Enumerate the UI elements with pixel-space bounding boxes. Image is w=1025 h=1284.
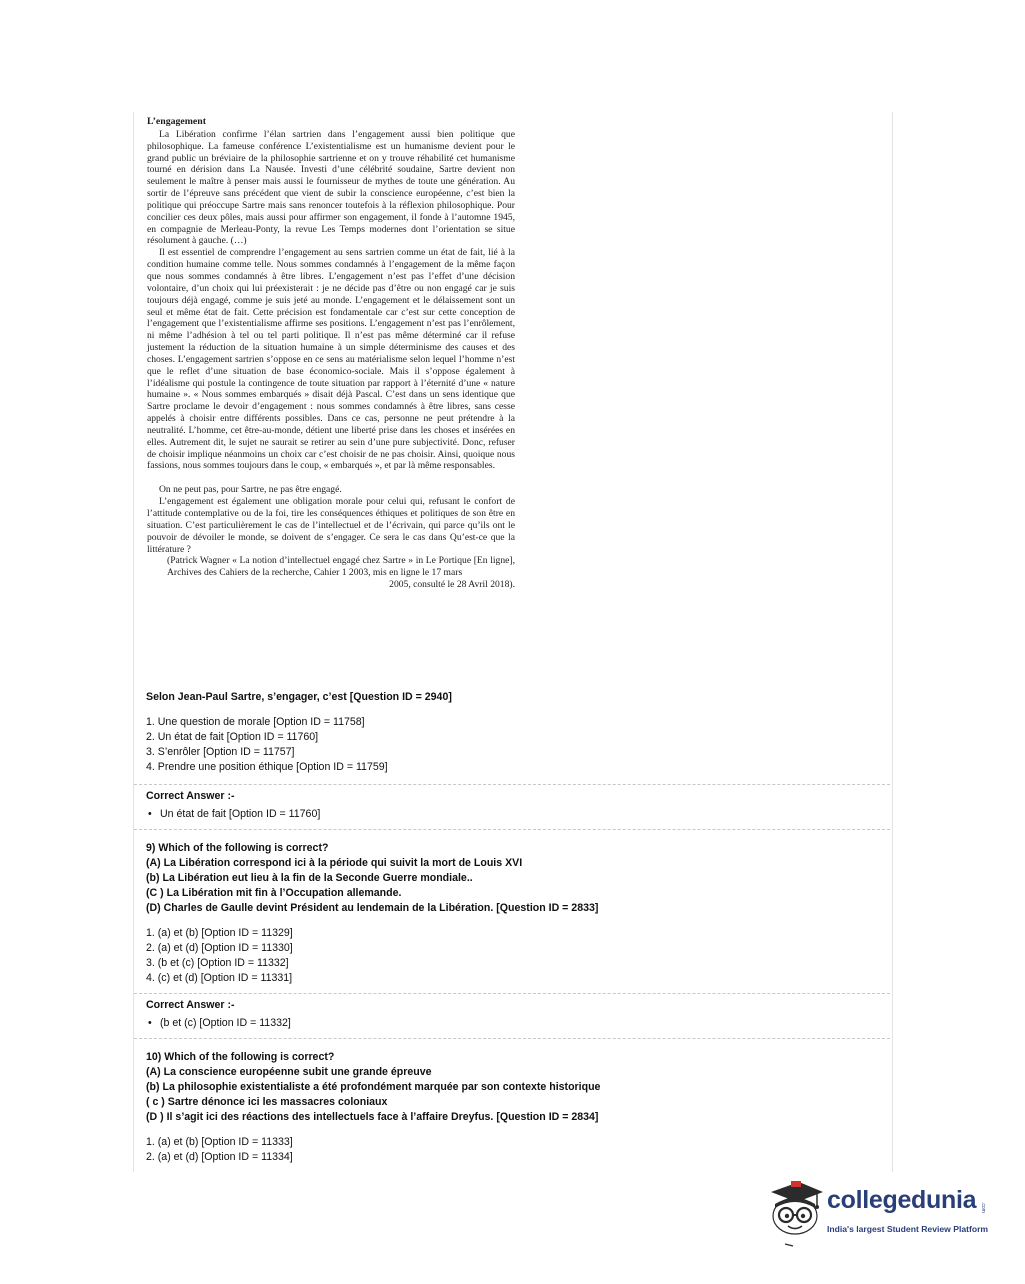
- passage-citation: (Patrick Wagner « La notion d’intellectuel engagé chez Sartre » in Le Portique [En ligne], Archives des Cahiers de la recherche, Cahier 1 2003, mis en ligne le 17 mars: [167, 555, 515, 579]
- correct-answer-2833: [146, 998, 886, 1031]
- brand-tagline: India's largest Student Review Platform: [827, 1224, 989, 1234]
- option-item: 4. Prendre une position éthique [Option ID = 11759]: [146, 761, 388, 773]
- option-item: 3. (b et (c) [Option ID = 11332]: [146, 957, 289, 969]
- option-item: 2. Un état de fait [Option ID = 11760]: [146, 731, 319, 743]
- question-line: ( c ) Sartre dénonce ici les massacres coloniaux: [146, 1096, 388, 1108]
- separator: [134, 993, 890, 994]
- brand-dotcom: .com: [980, 1202, 986, 1213]
- passage-title: L’engagement: [147, 116, 206, 127]
- correct-answer-label: Correct Answer :-: [146, 790, 235, 802]
- mascot-icon: [765, 1178, 825, 1248]
- collegedunia-logo[interactable]: [765, 1178, 995, 1248]
- question-text: Selon Jean-Paul Sartre, s’engager, c’est [Question ID = 2940]: [146, 691, 452, 703]
- question-2940: [146, 690, 886, 775]
- correct-answer-row: [146, 1016, 886, 1031]
- option-list: [146, 926, 886, 986]
- separator: [134, 784, 890, 785]
- option-item: 2. (a) et (d) [Option ID = 11334]: [146, 1151, 293, 1163]
- option-item: 3. S’enrôler [Option ID = 11757]: [146, 746, 295, 758]
- correct-answer-value: (b et (c) [Option ID = 11332]: [160, 1017, 291, 1029]
- separator: [134, 829, 890, 830]
- question-line: (b) La philosophie existentialiste a été profondément marquée par son contexte historique: [146, 1081, 601, 1093]
- question-line: 9) Which of the following is correct?: [146, 842, 329, 854]
- passage-citation-end: 2005, consulté le 28 Avril 2018).: [389, 579, 515, 591]
- passage-paragraph-2: Il est essentiel de comprendre l’engagement au sens sartrien comme un état de fait, lié à la condition humaine comme telle. Nous sommes condamnés à l’engagement de la même façon que nous sommes condamnés à être libres. L’engagement n’est pas l’effet d’une décision volontaire, d’un choix qui lui préexisterait : je ne décide pas d’être ou non engagé car je suis toujours déjà engagé, comme je suis jeté au monde. L’engagement et le délaissement sont un seul et même état de fait. Cette précision est fondamentale car c’est sur cette conception de l’engagement que l’existentialisme affirme ses positions. L’engagement n’est pas l’enrôlement, ni même l’adhésion à tel ou tel parti politique. Il n’est pas même déterminé car il refuse justement la réduction de la situation humaine à un simple déterminisme des causes et des choses. L’engagement sartrien s’oppose en ce sens au matérialisme selon lequel l’homme n’est que le reflet d’une situation de base économico-sociale. Mais il s’oppose également à l’idéalisme qui postule la contingence de toute situation par rapport à l’éternité d’une « nature humaine ». « Nous sommes embarqués » disait déjà Pascal. C’est dans un sens identique que Sartre proclame le devoir d’engagement : nous sommes condamnés à être libres, sans cesse appelés à choisir entre différents possibles. Dans ce cas, personne ne peut prétendre à la neutralité. L’homme, cet être-au-monde, détient une liberté prise dans les choses et insérées en elles. Autrement dit, le sujet ne saurait se retirer au sein d’une pure subjectivité. Donc, refuser de choisir implique néanmoins un choix car c’est choisir de ne pas choisir. Ainsi, quoique nous fassions, nous sommes toujours dans le coup, « embarqués », et par là même responsables.: [147, 247, 515, 472]
- option-list: [146, 1135, 886, 1165]
- brand-name: collegedunia: [827, 1186, 977, 1214]
- correct-answer-value: Un état de fait [Option ID = 11760]: [160, 808, 321, 820]
- question-line: (D) Charles de Gaulle devint Président au lendemain de la Libération. [Question ID = 2833]: [146, 902, 599, 914]
- option-item: 2. (a) et (d) [Option ID = 11330]: [146, 942, 293, 954]
- question-line: (A) La conscience européenne subit une grande épreuve: [146, 1066, 432, 1078]
- question-2833: [146, 841, 886, 986]
- correct-answer-row: [146, 807, 886, 822]
- question-line: (b) La Libération eut lieu à la fin de la Seconde Guerre mondiale..: [146, 872, 473, 884]
- passage-paragraph-1: La Libération confirme l’élan sartrien dans l’engagement aussi bien politique que philosophique. La fameuse conférence L’existentialisme est un humanisme devient pour le grand public un bréviaire de la philosophie sartrienne et on y trouve réhabilité cet humanisme tourné en dérision dans La Nausée. Investi d’une célébrité soudaine, Sartre devient non seulement le maître à penser mais aussi le fournisseur de mythes de toute une génération. Au sortir de l’épreuve sans précédent que vient de subir la conscience européenne, c’est bien la politique qui préoccupe Sartre mais sans renoncer toutefois à la réflexion philosophique. Pour concilier ces deux pôles, mais aussi pour affirmer son engagement, il fonde à l’automne 1945, en compagnie de Merleau-Ponty, la revue Les Temps modernes dont l’orientation se situe résolument à gauche. (…): [147, 128, 515, 247]
- option-item: 1. Une question de morale [Option ID = 11758]: [146, 716, 365, 728]
- option-item: 1. (a) et (b) [Option ID = 11329]: [146, 927, 293, 939]
- question-line: (C ) La Libération mit fin à l’Occupation allemande.: [146, 887, 402, 899]
- question-line: 10) Which of the following is correct?: [146, 1051, 335, 1063]
- option-item: 1. (a) et (b) [Option ID = 11333]: [146, 1136, 293, 1148]
- separator: [134, 1038, 890, 1039]
- reading-passage: [147, 116, 515, 591]
- bullet-icon: •: [148, 1017, 152, 1029]
- question-2834: [146, 1050, 886, 1165]
- question-line: (D ) Il s’agit ici des réactions des intellectuels face à l’affaire Dreyfus. [Question ID = 2834]: [146, 1111, 599, 1123]
- option-list: [146, 715, 886, 775]
- bullet-icon: •: [148, 808, 152, 820]
- passage-paragraph-3: On ne peut pas, pour Sartre, ne pas être engagé.: [159, 484, 342, 496]
- option-item: 4. (c) et (d) [Option ID = 11331]: [146, 972, 293, 984]
- passage-paragraph-4: L’engagement est également une obligation morale pour celui qui, refusant le confort de l’attitude contemplative ou de la foi, tire les conséquences éthiques et politiques de son être en situation. C’est particulièrement le cas de l’intellectuel et de l’écrivain, qui parce qu’ils ont le pouvoir de dévoiler le monde, se doivent de s’engager. Ce sera le cas dans Qu’est-ce que la littérature ?: [147, 496, 515, 555]
- correct-answer-2940: [146, 789, 886, 822]
- correct-answer-label: Correct Answer :-: [146, 999, 235, 1011]
- question-line: (A) La Libération correspond ici à la période qui suivit la mort de Louis XVI: [146, 857, 523, 869]
